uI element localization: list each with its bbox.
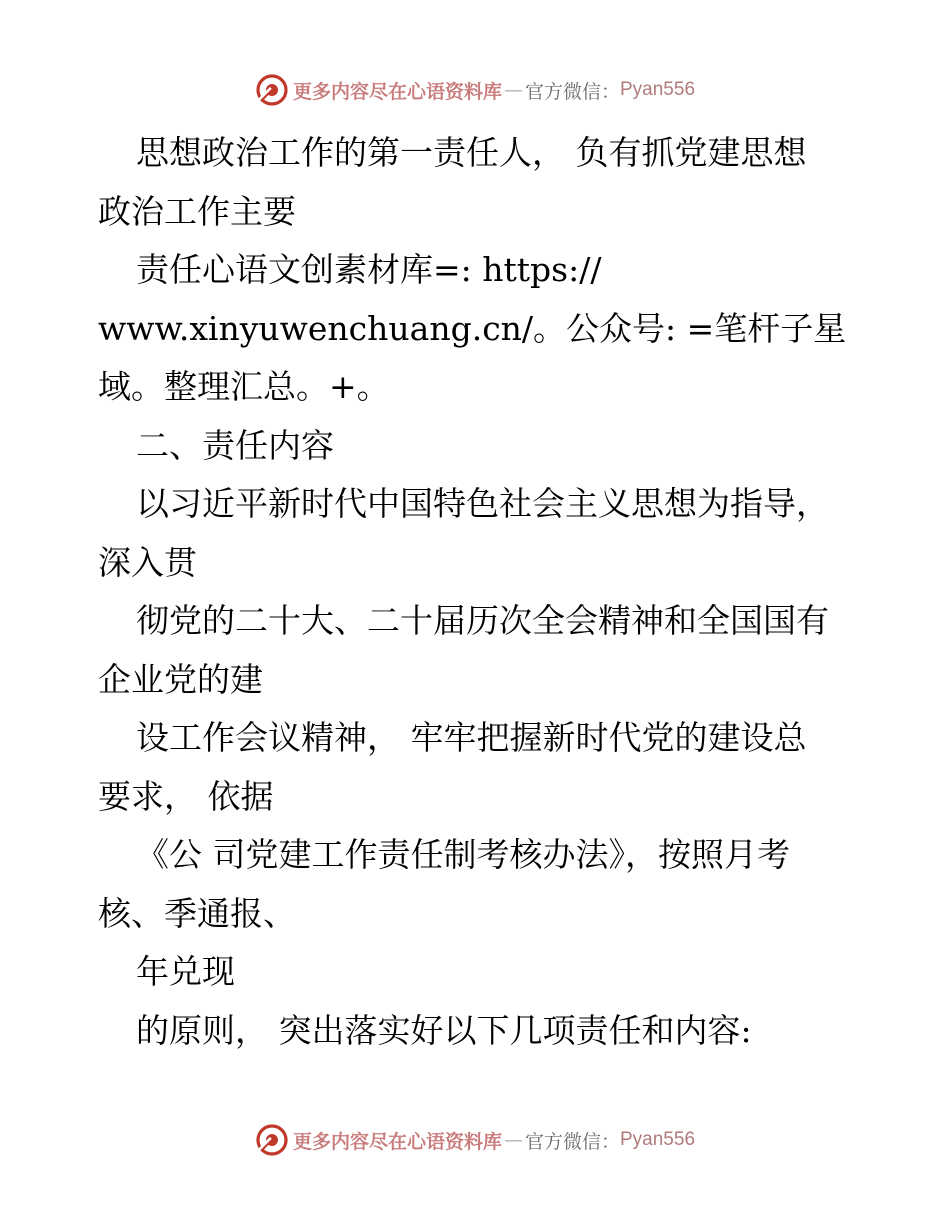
wechat-label: 官方微信：	[524, 80, 620, 103]
text-line: 《公 司党建工作责任制考核办法》，按照月考	[136, 835, 790, 874]
text-line: 企业党的建	[98, 659, 263, 699]
text-line: 政治工作主要	[98, 191, 296, 231]
section-heading: 二、责任内容	[136, 425, 334, 465]
wechat-id: Pyan556	[620, 79, 696, 100]
text-line: 深入贯	[98, 542, 197, 582]
text-line: 责任心语文创素材库=: https://	[136, 250, 602, 289]
text-line: 域。整理汇总。+。	[98, 367, 390, 406]
promo-text: 更多内容尽在心语资料库	[292, 1130, 502, 1153]
banner-separator: —	[503, 79, 523, 101]
wechat-label: 官方微信：	[524, 1130, 620, 1153]
text-line: 要求， 依据	[98, 776, 274, 816]
text-line: 彻党的二十大、二十届历次全会精神和全国国有	[136, 601, 829, 640]
text-line: 设工作会议精神， 牢牢把握新时代党的建设总	[136, 718, 807, 757]
pen-logo-icon	[255, 73, 289, 107]
text-line: 的原则， 突出落实好以下几项责任和内容:	[136, 1010, 752, 1050]
pen-logo-icon	[255, 1123, 289, 1157]
text-line: 年兑现	[136, 952, 235, 991]
text-line: 以习近平新时代中国特色社会主义思想为指导，	[136, 484, 829, 523]
wechat-id: Pyan556	[620, 1129, 696, 1150]
footer-banner	[0, 1120, 950, 1160]
promo-text: 更多内容尽在心语资料库	[292, 80, 502, 103]
text-line: 思想政治工作的第一责任人， 负有抓党建思想	[136, 133, 807, 172]
text-line: 核、季通报、	[98, 893, 296, 933]
header-banner	[0, 70, 950, 110]
banner-separator: —	[503, 1129, 523, 1151]
text-line: www.xinyuwenchuang.cn/。公众号: =笔杆子星	[98, 308, 847, 348]
document-body	[98, 124, 868, 1060]
